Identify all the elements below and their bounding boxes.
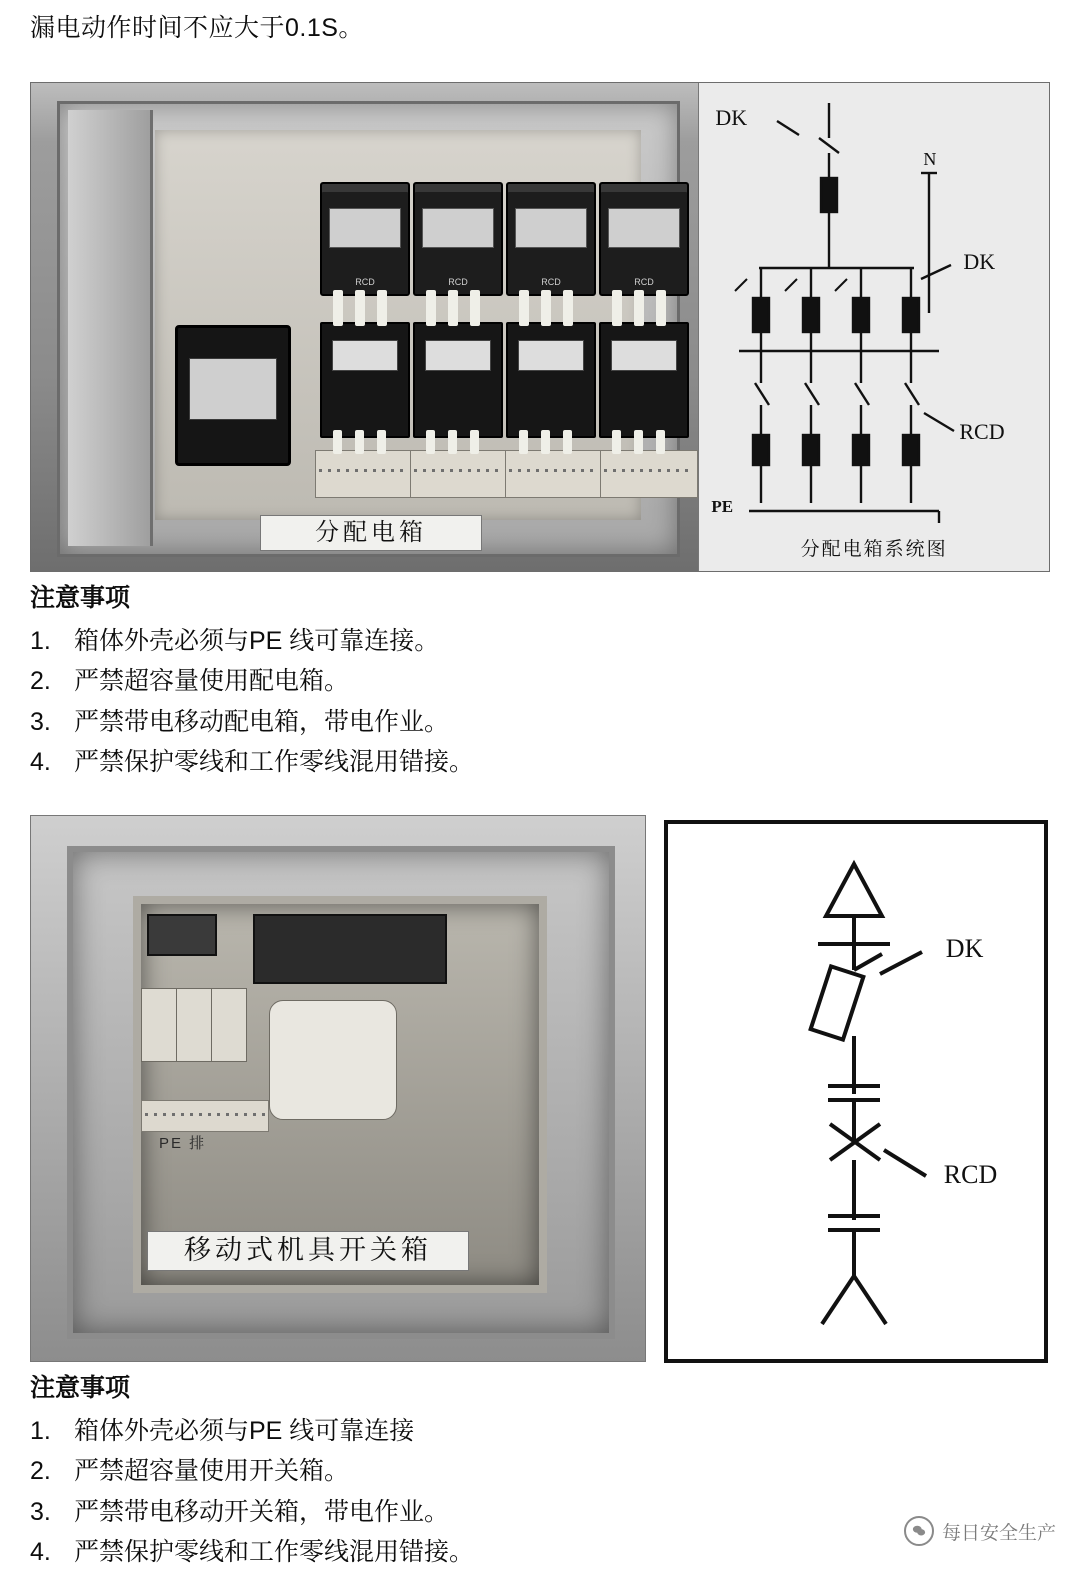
notes-title: 注意事项 xyxy=(30,584,131,612)
list-item-text: 箱体外壳必须与PE 线可靠连接 xyxy=(74,1416,415,1445)
list-item-text: 箱体外壳必须与PE 线可靠连接。 xyxy=(74,626,440,655)
schematic-distribution-box xyxy=(698,83,1049,571)
wire xyxy=(333,430,342,454)
wire xyxy=(426,290,436,326)
switch-box-enclosure xyxy=(67,846,615,1339)
wire xyxy=(634,430,643,454)
photo-caption-distribution-box: 分配电箱 xyxy=(260,515,482,551)
list-item-number: 1. xyxy=(30,1416,51,1445)
cabinet-backplate xyxy=(155,130,654,546)
wire xyxy=(612,430,621,454)
schematic-label-dk-top: DK xyxy=(715,105,748,130)
list-item-text: 严禁保护零线和工作零线混用错接。 xyxy=(74,748,475,776)
schematic-label-pe: PE xyxy=(711,497,734,516)
schematic-title-distribution-box: 分配电箱系统图 xyxy=(800,539,948,560)
wire xyxy=(541,290,551,326)
wire xyxy=(448,290,458,326)
wire xyxy=(519,290,529,326)
page-intro-text: 漏电动作时间不应大于0.1S。 xyxy=(30,14,364,42)
schematic-label-dk: DK xyxy=(945,934,984,963)
schematic-label-rcd: RCD xyxy=(959,419,1005,444)
wire xyxy=(634,290,644,326)
terminal-block xyxy=(600,450,698,498)
list-item-text: 严禁超容量使用配电箱。 xyxy=(74,667,350,695)
list-item-number: 3. xyxy=(30,707,51,736)
wire xyxy=(541,430,550,454)
circuit-breaker xyxy=(413,322,503,438)
footer-watermark-text: 每日安全生产 xyxy=(941,1522,1056,1544)
list-item-number: 2. xyxy=(30,1457,51,1485)
terminal-block xyxy=(410,450,508,498)
cabinet-door xyxy=(68,110,153,546)
wire xyxy=(656,290,666,326)
wire xyxy=(333,290,343,326)
list-item-text: 严禁保护零线和工作零线混用错接。 xyxy=(74,1538,475,1566)
circuit-breaker xyxy=(506,322,596,438)
main-breaker xyxy=(175,325,291,466)
list-item-text: 严禁超容量使用开关箱。 xyxy=(74,1457,350,1485)
schematic-switch-box-drawing xyxy=(668,824,1040,1351)
schematic-label-dk-right: DK xyxy=(963,249,996,274)
wire xyxy=(656,430,665,454)
figure-distribution-box xyxy=(30,82,1050,572)
list-item xyxy=(30,1492,1030,1533)
list-item xyxy=(30,702,1030,743)
list-item xyxy=(30,742,1030,783)
wire xyxy=(377,290,387,326)
photo-distribution-box xyxy=(31,83,698,571)
aux-module xyxy=(147,914,217,956)
figure-switch-box xyxy=(30,815,1048,1360)
schematic-label-n: N xyxy=(923,149,937,169)
contactor xyxy=(269,1000,397,1120)
list-item xyxy=(30,1411,1030,1452)
notes-switch-box xyxy=(30,1368,1030,1573)
wire xyxy=(563,430,572,454)
terminal-block xyxy=(505,450,603,498)
wire xyxy=(470,290,480,326)
list-item-number: 4. xyxy=(30,1538,51,1566)
list-item-number: 4. xyxy=(30,748,51,776)
wechat-circle-icon xyxy=(904,1516,934,1546)
schematic-label-rcd: RCD xyxy=(943,1160,998,1189)
list-item xyxy=(30,661,1030,702)
wire xyxy=(519,430,528,454)
footer-watermark xyxy=(904,1516,1056,1546)
notes-list xyxy=(30,621,1030,783)
list-item xyxy=(30,1451,1030,1492)
wire xyxy=(355,430,364,454)
circuit-breaker xyxy=(599,322,689,438)
wechat-glyph-icon xyxy=(912,1524,926,1538)
list-item-number: 2. xyxy=(30,667,51,695)
pe-bar xyxy=(141,1100,269,1132)
list-item-number: 3. xyxy=(30,1497,51,1526)
notes-title: 注意事项 xyxy=(30,1374,131,1402)
schematic-distribution-box-drawing xyxy=(699,83,1049,571)
pe-bar-label: PE 排 xyxy=(159,1135,207,1152)
rcd-unit: RCD xyxy=(506,182,596,296)
wire xyxy=(448,430,457,454)
wire xyxy=(612,290,622,326)
list-item-text: 严禁带电移动配电箱，带电作业。 xyxy=(74,707,450,736)
wire xyxy=(426,430,435,454)
list-item xyxy=(30,621,1030,662)
wire xyxy=(563,290,573,326)
rcd-unit: RCD xyxy=(320,182,410,296)
terminal-block xyxy=(315,450,413,498)
photo-caption-switch-box: 移动式机具开关箱 xyxy=(147,1231,469,1271)
rcd-unit: RCD xyxy=(599,182,689,296)
switch-box-interior xyxy=(133,896,547,1293)
circuit-breaker xyxy=(320,322,410,438)
fuse-isolator xyxy=(141,988,247,1062)
rcd-unit: RCD xyxy=(413,182,503,296)
list-item xyxy=(30,1532,1030,1573)
wire xyxy=(377,430,386,454)
photo-switch-box xyxy=(30,815,646,1362)
cabinet-enclosure xyxy=(57,101,680,557)
wire xyxy=(355,290,365,326)
notes-list xyxy=(30,1411,1030,1573)
list-item-text: 严禁带电移动开关箱，带电作业。 xyxy=(74,1497,450,1526)
wire xyxy=(470,430,479,454)
notes-distribution-box xyxy=(30,578,1030,783)
list-item-number: 1. xyxy=(30,626,51,655)
rcd-module xyxy=(253,914,447,984)
schematic-switch-box xyxy=(664,820,1048,1363)
